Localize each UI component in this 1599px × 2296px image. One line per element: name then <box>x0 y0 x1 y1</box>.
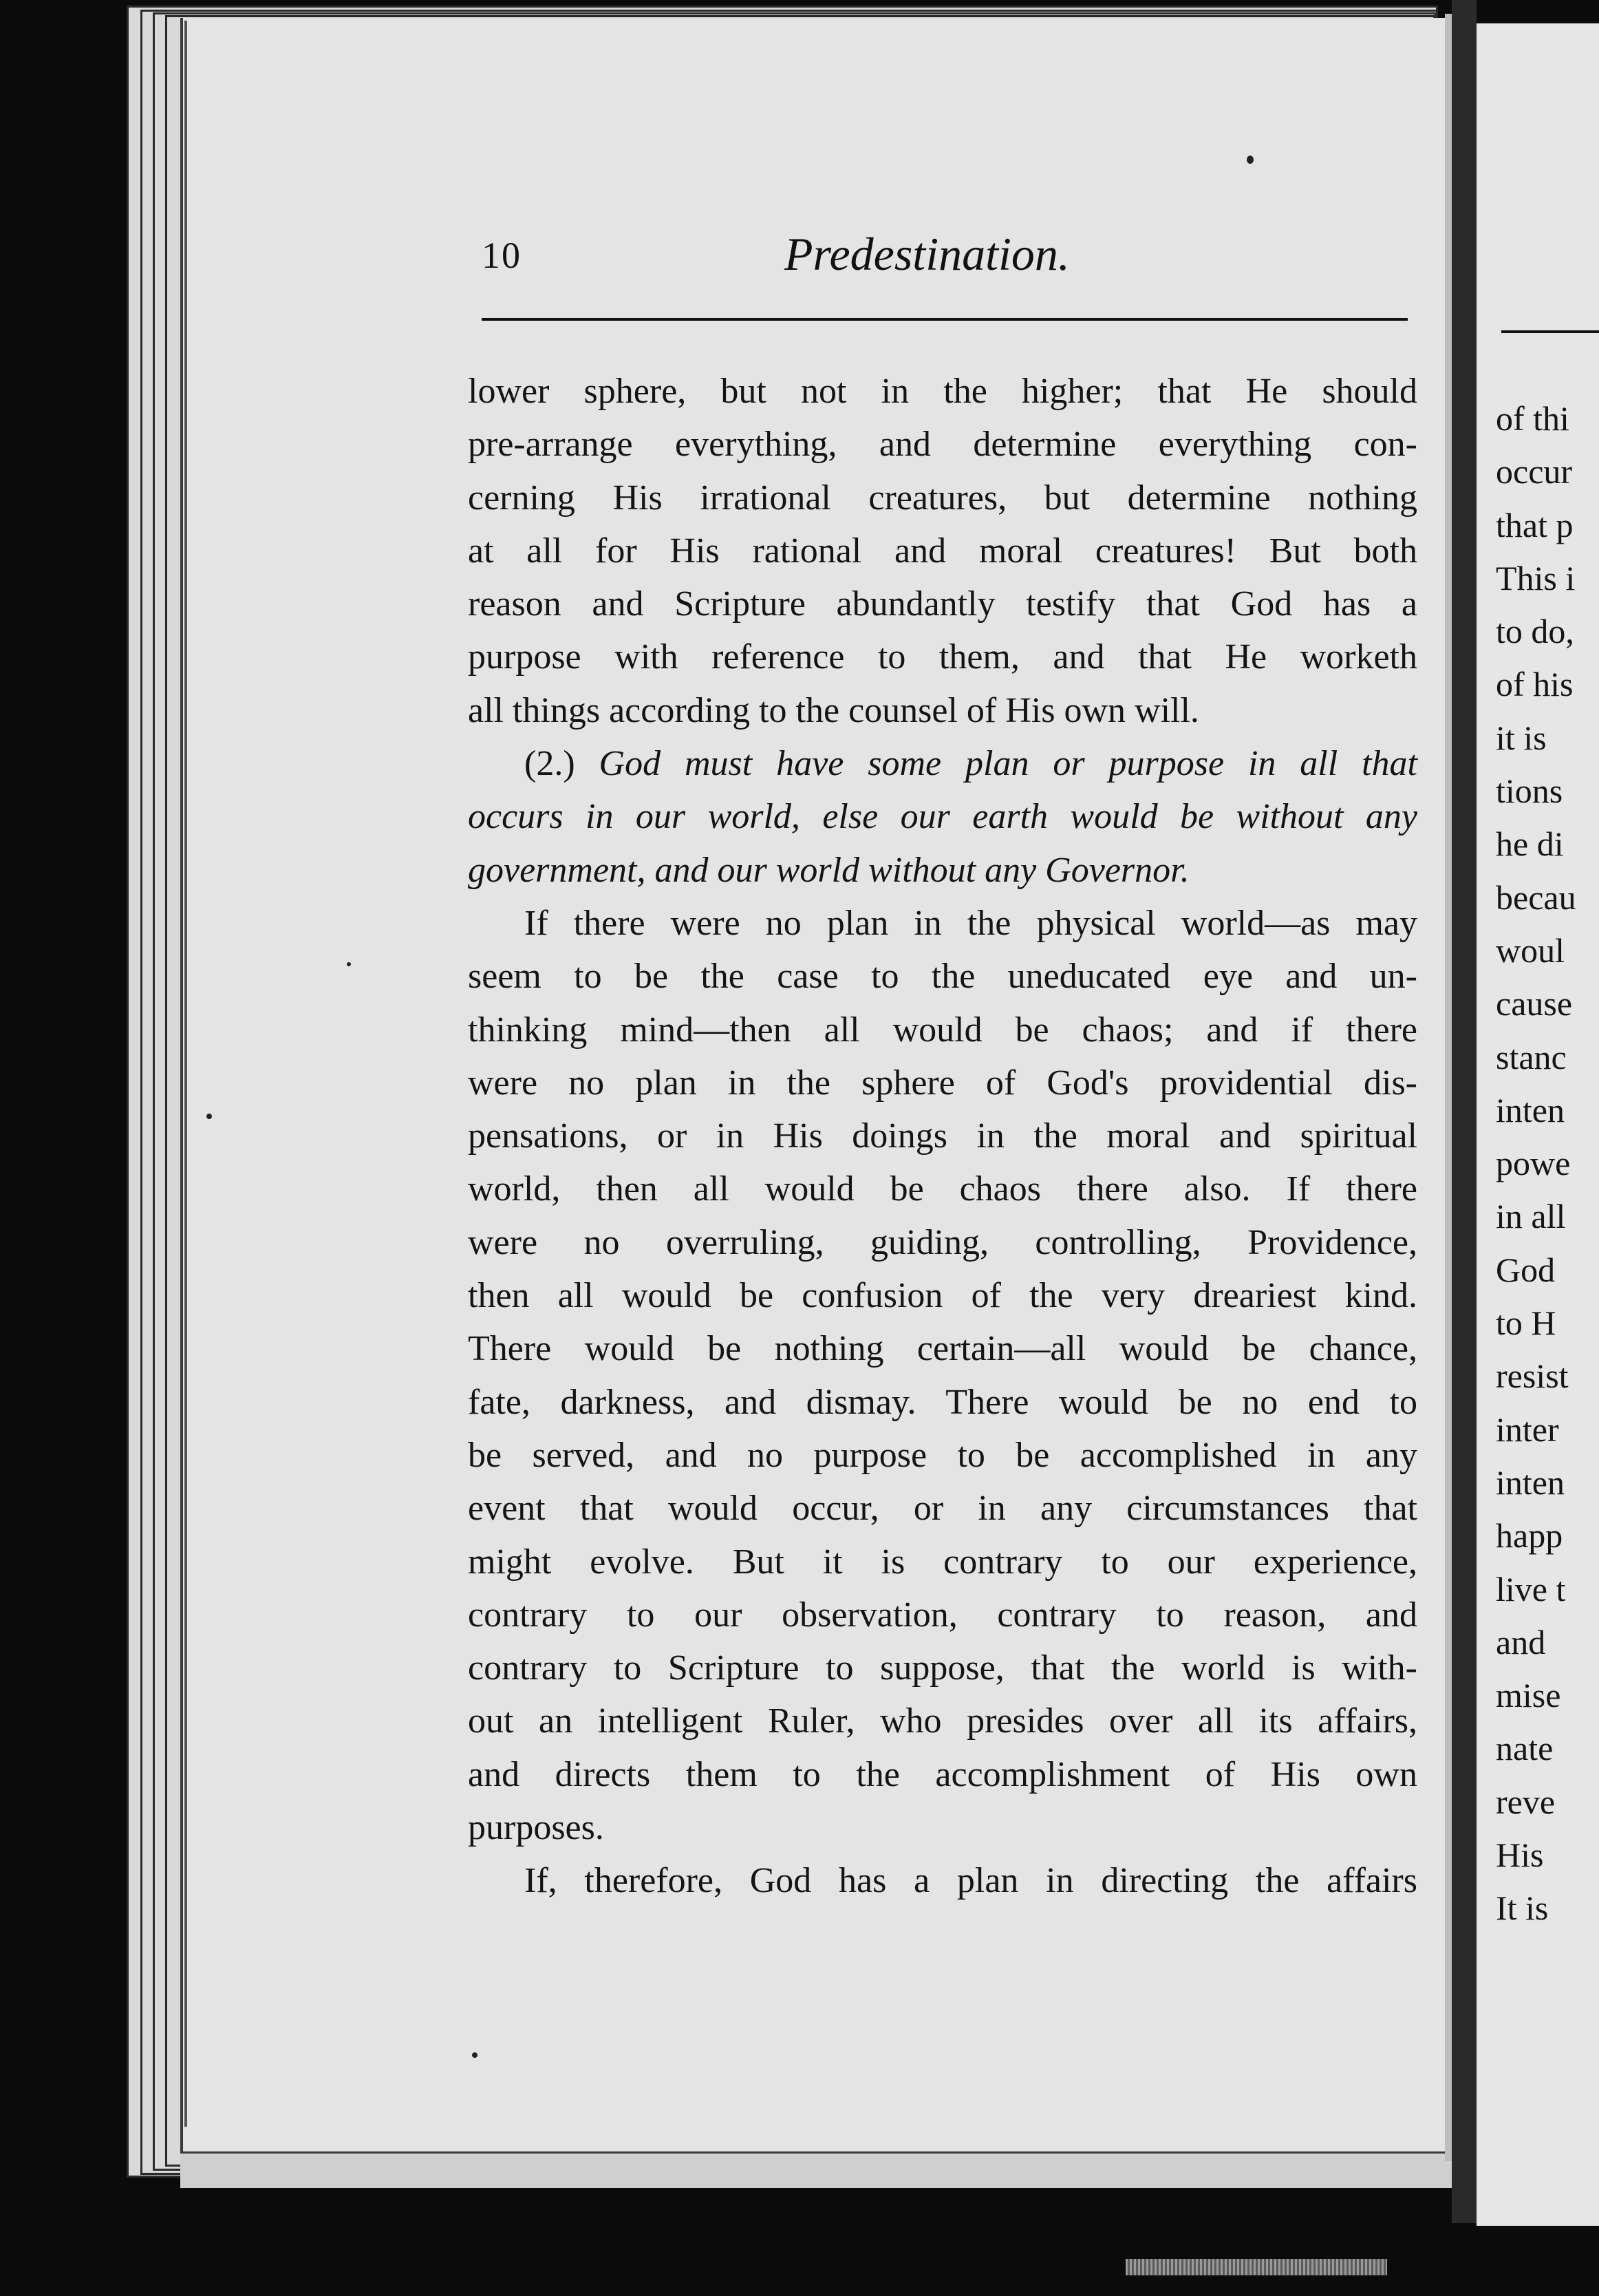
facing-page <box>1477 23 1599 2226</box>
text-line: and directs them to the accomplishment of His own <box>468 1754 1417 1794</box>
point-heading-line <box>468 737 1417 790</box>
text-line: then all would be confusion of the very dreariest kind. <box>468 1276 1417 1316</box>
facing-line: in all <box>1496 1197 1566 1236</box>
scan-speck <box>472 2052 477 2058</box>
text-line: be served, and no purpose to be accomplished in any <box>468 1435 1417 1475</box>
point-heading-line: occurs in our world, else our earth would be without any <box>468 797 1417 837</box>
text-line: cerning His irrational creatures, but determine nothing <box>468 478 1417 518</box>
facing-line: and <box>1496 1622 1546 1661</box>
text-line: contrary to Scripture to suppose, that the world is with- <box>468 1648 1417 1688</box>
text-line: fate, darkness, and dismay. There would be no end to <box>468 1382 1417 1422</box>
facing-line: woul <box>1496 931 1565 970</box>
text-line: If, therefore, God has a plan in directing the affairs <box>524 1861 1417 1901</box>
facing-line: It is <box>1496 1889 1549 1928</box>
text-line: might evolve. But it is contrary to our experience, <box>468 1542 1417 1582</box>
facing-line: resist <box>1496 1357 1569 1396</box>
page-number: 10 <box>482 235 522 276</box>
text-line: purpose with reference to them, and that He worketh <box>468 637 1417 677</box>
text-line: pre-arrange everything, and determine everything con- <box>468 425 1417 465</box>
text-line: at all for His rational and moral creatures! But both <box>468 531 1417 571</box>
text-line: lower sphere, but not in the higher; that He should <box>468 372 1417 411</box>
text-line: purposes. <box>468 1808 604 1848</box>
facing-line: to H <box>1496 1304 1556 1343</box>
facing-line: tions <box>1496 772 1563 811</box>
text-line: pensations, or in His doings in the moral and spiritual <box>468 1116 1417 1156</box>
page-bottom-edge <box>180 2151 1452 2188</box>
facing-header-rule <box>1501 330 1599 333</box>
facing-line: it is <box>1496 718 1547 757</box>
page-border-line <box>184 21 187 2127</box>
facing-line: live t <box>1496 1569 1566 1608</box>
facing-line: happ <box>1496 1516 1563 1555</box>
text-line: reason and Scripture abundantly testify that God has a <box>468 584 1417 624</box>
book-gutter <box>1452 0 1477 2223</box>
text-line: seem to be the case to the uneducated eye and un- <box>468 957 1417 997</box>
facing-line: he di <box>1496 825 1564 864</box>
facing-line: inten <box>1496 1463 1565 1502</box>
point-heading-text: God must have some plan or purpose in all that <box>599 744 1417 784</box>
facing-line: powe <box>1496 1144 1571 1183</box>
facing-line: to do, <box>1496 612 1574 651</box>
text-line: were no plan in the sphere of God's providential dis- <box>468 1063 1417 1103</box>
scan-speck <box>1247 156 1254 164</box>
facing-line: God <box>1496 1250 1556 1289</box>
page-header <box>482 227 1417 289</box>
point-number: (2.) <box>524 744 575 784</box>
text-line: all things according to the counsel of His own will. <box>468 690 1199 730</box>
facing-page-text <box>1496 392 1599 1935</box>
facing-line: nate <box>1496 1729 1554 1768</box>
facing-line: reve <box>1496 1782 1556 1821</box>
facing-line: inten <box>1496 1090 1565 1129</box>
text-line: contrary to our observation, contrary to reason, and <box>468 1595 1417 1635</box>
text-line: world, then all would be chaos there also. If there <box>468 1169 1417 1209</box>
scan-speck <box>206 1114 212 1119</box>
point-heading-line: government, and our world without any Governor. <box>468 850 1190 890</box>
text-line: event that would occur, or in any circumstances that <box>468 1489 1417 1529</box>
text-line: thinking mind—then all would be chaos; and if there <box>468 1010 1417 1050</box>
facing-line: mise <box>1496 1676 1561 1715</box>
text-line: were no overruling, guiding, controlling, Providence, <box>468 1222 1417 1262</box>
facing-line: that p <box>1496 505 1574 544</box>
text-line: out an intelligent Ruler, who presides over all its affairs, <box>468 1701 1417 1741</box>
running-title: Predestination. <box>784 228 1070 280</box>
facing-line: of thi <box>1496 399 1569 438</box>
facing-line: becau <box>1496 878 1576 917</box>
facing-line: stanc <box>1496 1037 1567 1076</box>
header-rule <box>482 318 1408 321</box>
page-body <box>468 365 1417 1908</box>
gutter-shadow <box>1445 14 1452 2161</box>
facing-line: inter <box>1496 1410 1559 1449</box>
page-stack-edge <box>1126 2259 1387 2275</box>
text-line: There would be nothing certain—all would be chance, <box>468 1329 1417 1369</box>
facing-line: cause <box>1496 984 1573 1023</box>
facing-line: of his <box>1496 665 1574 704</box>
scan-speck <box>347 962 351 966</box>
facing-line: His <box>1496 1836 1544 1875</box>
facing-line: This i <box>1496 558 1576 597</box>
facing-line: occur <box>1496 452 1573 491</box>
text-line: If there were no plan in the physical world—as may <box>524 903 1417 943</box>
